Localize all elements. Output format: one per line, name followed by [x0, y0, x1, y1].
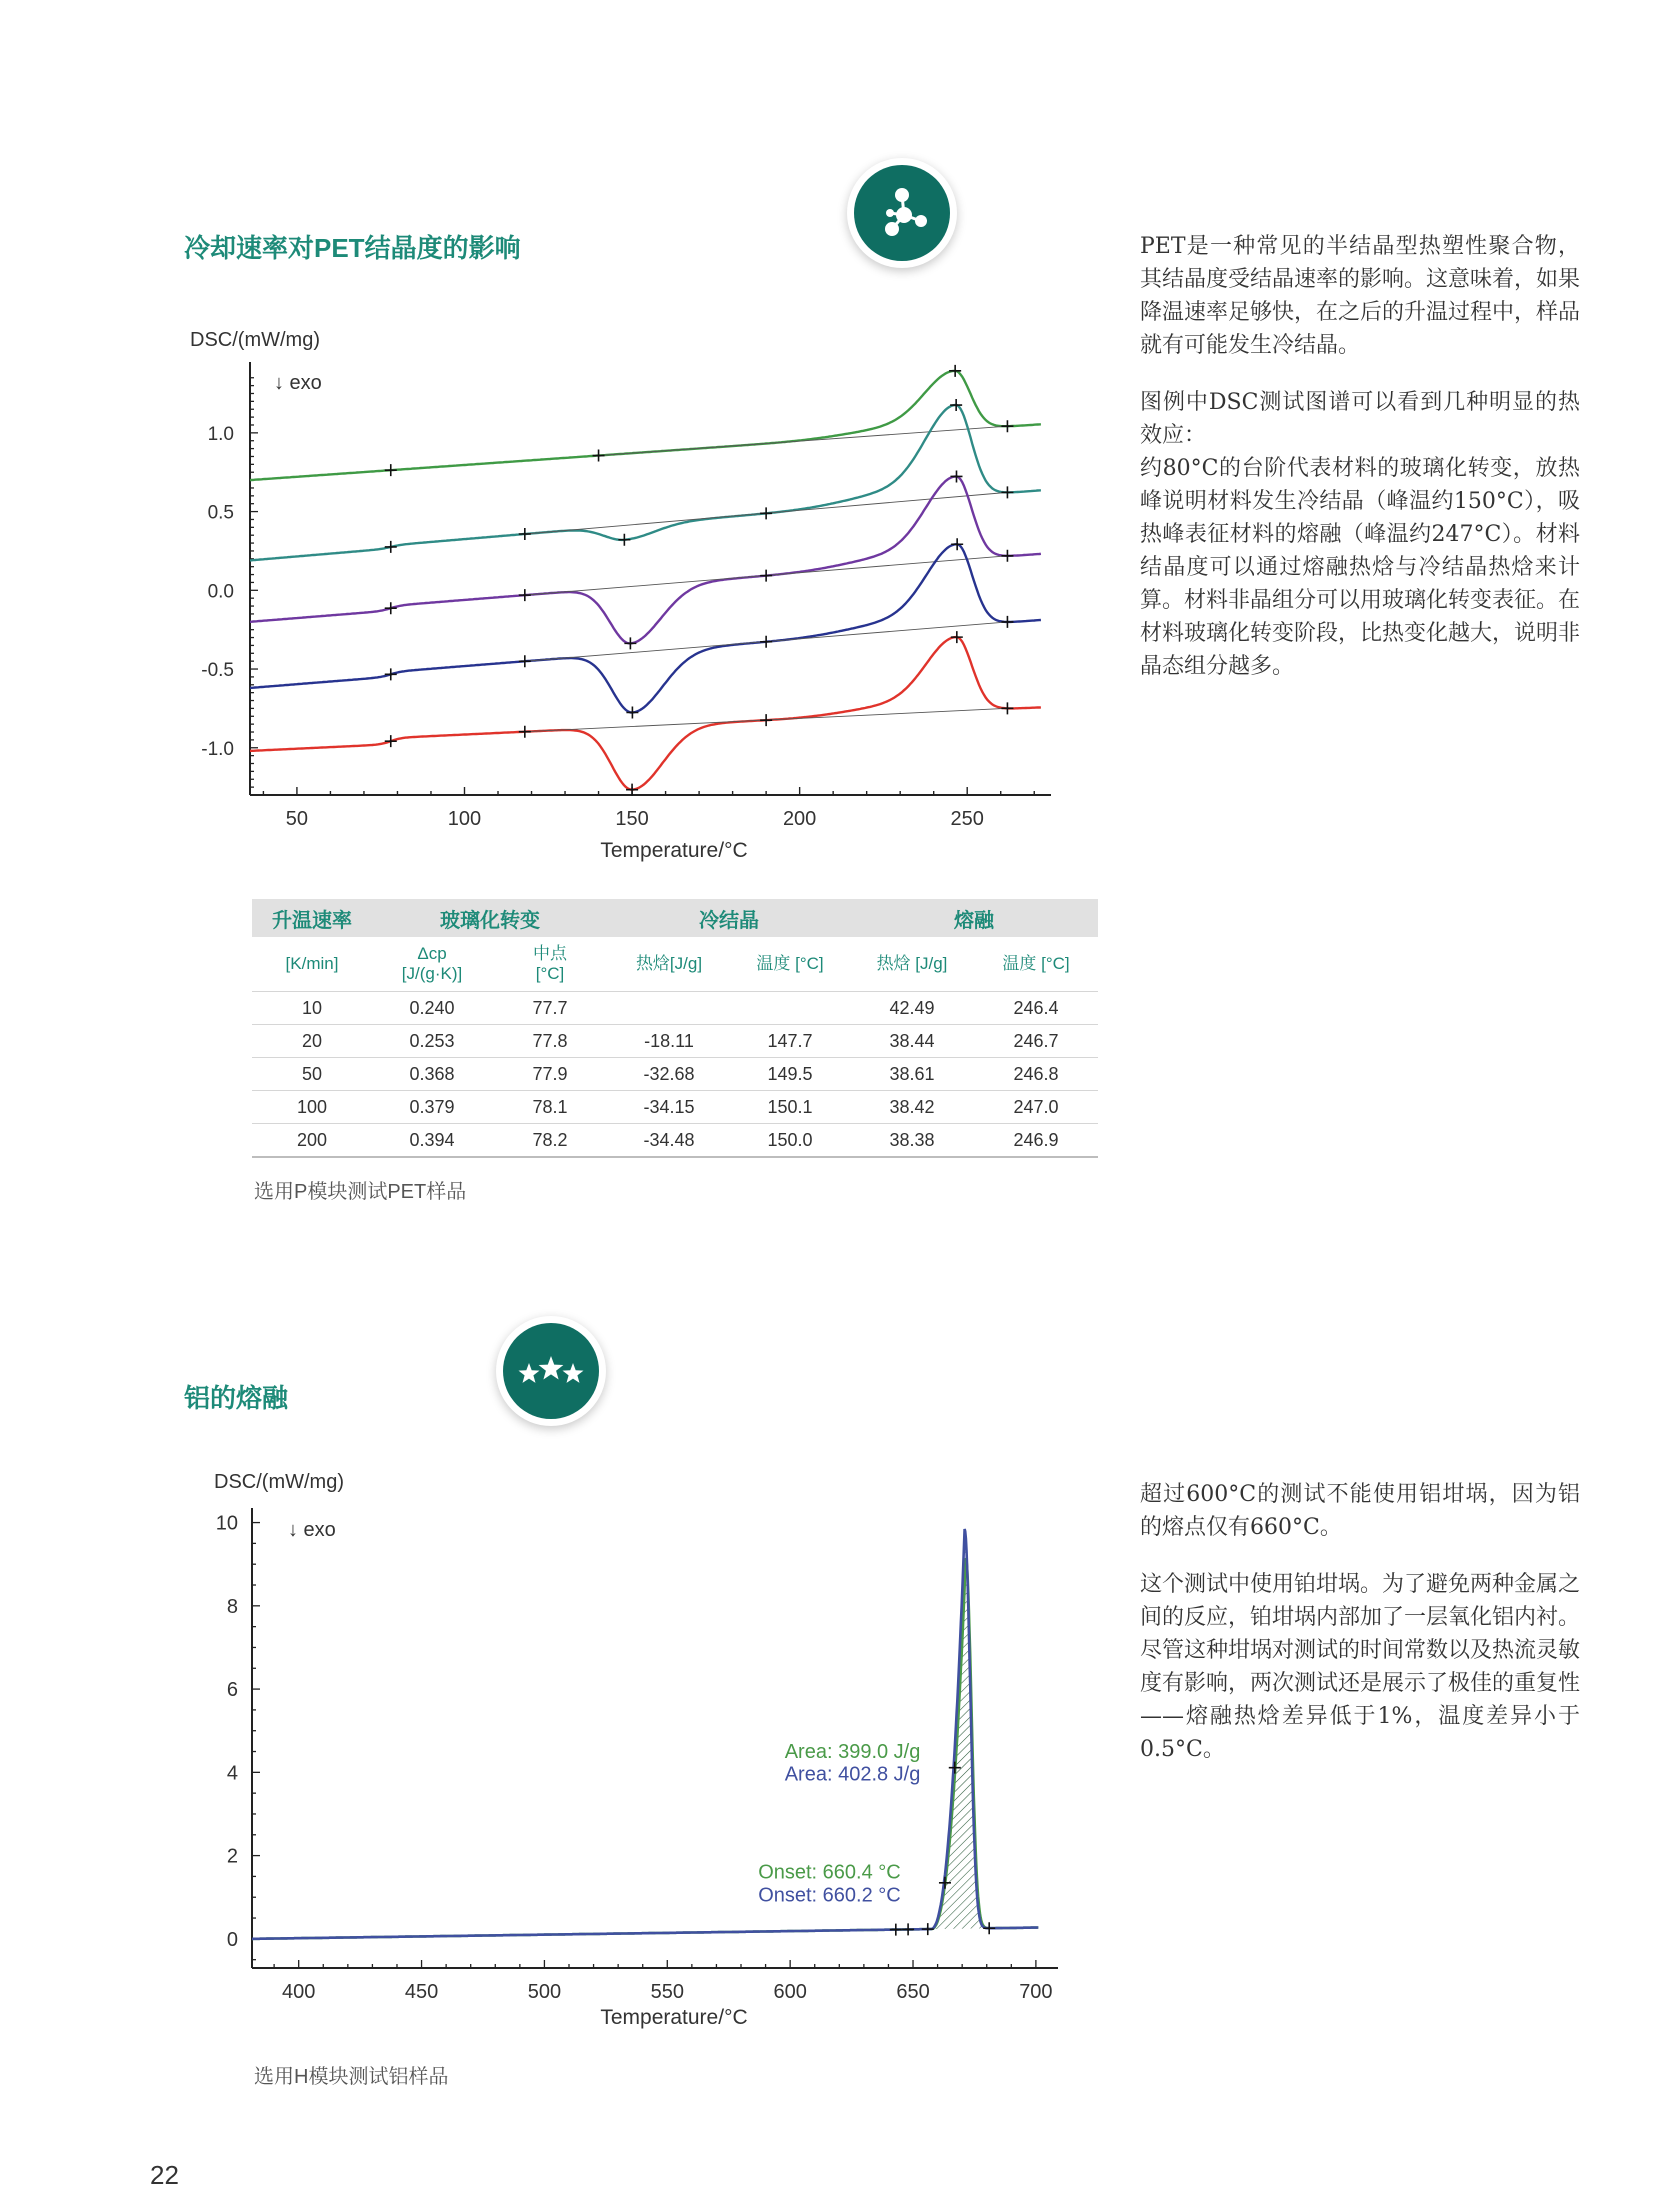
- pet-caption: 选用P模块测试PET样品: [254, 1181, 467, 1203]
- x-tick-label: 250: [950, 808, 984, 830]
- x-tick-label: 500: [527, 1981, 562, 2003]
- marker-cross: [922, 1923, 934, 1935]
- header-melting: 熔融: [850, 899, 1098, 937]
- exo-annotation: ↓ exo: [288, 1519, 336, 1541]
- marker-cross: [1001, 702, 1013, 714]
- cell: 147.7: [730, 1025, 850, 1058]
- cell: 38.44: [850, 1025, 974, 1058]
- marker-cross: [1001, 486, 1013, 498]
- y-tick-label: 8: [226, 1595, 238, 1618]
- pet-dsc-chart: [180, 320, 1080, 885]
- table-row: [252, 1058, 1098, 1091]
- marker-cross: [760, 636, 772, 648]
- cell: 77.9: [492, 1058, 608, 1091]
- table-sub-header-row: [252, 937, 1098, 992]
- x-axis-label: Temperature/°C: [600, 839, 748, 862]
- cell: 78.1: [492, 1091, 608, 1124]
- x-axis-label: Temperature/°C: [600, 2006, 748, 2029]
- exo-annotation: ↓ exo: [274, 372, 322, 394]
- cell: [608, 992, 730, 1025]
- onset-label-run1: Onset: 660.4 °C: [758, 1861, 901, 1884]
- cell: 77.8: [492, 1025, 608, 1058]
- table-group-header-row: [252, 899, 1098, 937]
- marker-cross: [890, 1924, 902, 1936]
- cell: 42.49: [850, 992, 974, 1025]
- marker-cross: [760, 507, 772, 519]
- marker-cross: [1001, 550, 1013, 562]
- marker-cross: [760, 570, 772, 582]
- y-tick-label: 1.0: [207, 423, 234, 445]
- aluminum-dsc-svg: [200, 1460, 1080, 2040]
- marker-cross: [385, 541, 397, 553]
- y-tick-label: -0.5: [201, 660, 234, 682]
- cell: 77.7: [492, 992, 608, 1025]
- page-number: 22: [150, 2160, 179, 2190]
- x-tick-label: 450: [404, 1981, 439, 2003]
- header-heating-rate: 升温速率: [252, 899, 372, 937]
- table-row: [252, 992, 1098, 1025]
- section-title-pet: 冷却速率对PET结晶度的影响: [184, 233, 521, 263]
- y-tick-label: 0.0: [207, 581, 234, 603]
- marker-cross: [385, 464, 397, 476]
- area-label-run1: Area: 399.0 J/g: [784, 1740, 921, 1763]
- aluminum-dsc-chart: [200, 1460, 1080, 2045]
- cell: 50: [252, 1058, 372, 1091]
- y-tick-label: 2: [226, 1845, 238, 1868]
- cold-cryst-peak-marker: [618, 534, 630, 546]
- marker-cross: [519, 726, 531, 738]
- marker-cross: [902, 1923, 914, 1935]
- pet-results-table-wrap: [252, 899, 1098, 1158]
- integrated-area: [930, 1529, 989, 1929]
- cell: 20: [252, 1025, 372, 1058]
- cell: 150.0: [730, 1124, 850, 1158]
- series-line-3: [250, 476, 1041, 643]
- x-tick-label: 550: [650, 1981, 684, 2003]
- marker-cross: [385, 735, 397, 747]
- subheader-rate-unit: [K/min]: [252, 937, 372, 992]
- series-line-4: [250, 544, 1041, 712]
- cell: -18.11: [608, 1025, 730, 1058]
- pet-paragraph-2: 图例中DSC测试图谱可以看到几种明显的热效应：: [1140, 390, 1580, 448]
- subheader-cc-enthalpy: 热焓[J/g]: [608, 937, 730, 992]
- subheader-dcp: Δcp [J/(g·K)]: [372, 937, 492, 992]
- cell: -34.15: [608, 1091, 730, 1124]
- series-line-1: [250, 371, 1041, 480]
- cell: 246.7: [974, 1025, 1098, 1058]
- cell: 100: [252, 1091, 372, 1124]
- pet-results-table: [252, 899, 1098, 1158]
- marker-cross: [1001, 616, 1013, 628]
- marker-cross: [983, 1922, 995, 1934]
- section-title-aluminum: 铝的熔融: [184, 1383, 289, 1413]
- al-series-line-2: [252, 1529, 1038, 1939]
- cell: [730, 992, 850, 1025]
- marker-cross: [760, 714, 772, 726]
- y-tick-label: 0.5: [207, 502, 234, 524]
- y-axis-label: DSC/(mW/mg): [214, 1471, 344, 1493]
- cell: 0.240: [372, 992, 492, 1025]
- table-row: [252, 1091, 1098, 1124]
- marker-cross: [519, 655, 531, 667]
- cell: 0.253: [372, 1025, 492, 1058]
- cell: 0.394: [372, 1124, 492, 1158]
- x-tick-label: 400: [282, 1981, 316, 2003]
- marker-cross: [385, 602, 397, 614]
- cell: 150.1: [730, 1091, 850, 1124]
- x-tick-label: 700: [1019, 1981, 1053, 2003]
- y-tick-label: -1.0: [201, 738, 234, 760]
- melt-peak-marker: [949, 365, 961, 377]
- pet-description: [1140, 230, 1580, 707]
- marker-cross: [519, 589, 531, 601]
- cold-cryst-peak-marker: [624, 637, 636, 649]
- subheader-midpoint: 中点 [°C]: [492, 937, 608, 992]
- integration-baseline: [599, 426, 1008, 455]
- cell: 38.61: [850, 1058, 974, 1091]
- cell: 200: [252, 1124, 372, 1158]
- pet-dsc-svg: [180, 320, 1080, 880]
- series-line-5: [250, 637, 1041, 790]
- three-stars-icon: [503, 1323, 599, 1419]
- cell: 78.2: [492, 1124, 608, 1158]
- cell: -34.48: [608, 1124, 730, 1158]
- pet-paragraph-3: 约80°C的台阶代表材料的玻璃化转变，放热峰说明材料发生冷结晶（峰温约150°C），吸热峰表征材料的熔融（峰温约247°C）。材料结晶度可以通过熔融热焓与冷结晶热焓来计算。材料非晶组分可以用玻璃化转变表征。在材料玻璃化转变阶段，比热变化越大，说明非晶态组分越多。: [1140, 456, 1581, 679]
- cold-cryst-peak-marker: [626, 784, 638, 796]
- marker-cross: [1001, 420, 1013, 432]
- molecule-badge: [854, 165, 950, 261]
- marker-cross: [519, 528, 531, 540]
- cell: 0.379: [372, 1091, 492, 1124]
- area-label-run2: Area: 402.8 J/g: [784, 1763, 921, 1786]
- header-cold-crystallization: 冷结晶: [608, 899, 850, 937]
- cell: 247.0: [974, 1091, 1098, 1124]
- molecule-icon: [854, 165, 950, 261]
- cell: 149.5: [730, 1058, 850, 1091]
- cold-cryst-peak-marker: [626, 706, 638, 718]
- cell: 10: [252, 992, 372, 1025]
- y-tick-label: 6: [226, 1679, 238, 1702]
- series-line-2: [250, 405, 1041, 560]
- y-tick-label: 4: [226, 1762, 238, 1785]
- header-glass-transition: 玻璃化转变: [372, 899, 608, 937]
- cell: 246.9: [974, 1124, 1098, 1158]
- cell: -32.68: [608, 1058, 730, 1091]
- onset-label-run2: Onset: 660.2 °C: [758, 1884, 901, 1907]
- y-tick-label: 10: [215, 1512, 238, 1535]
- x-tick-label: 200: [782, 808, 817, 830]
- cell: 246.8: [974, 1058, 1098, 1091]
- subheader-melt-enthalpy: 热焓 [J/g]: [850, 937, 974, 992]
- marker-cross: [385, 668, 397, 680]
- cell: 38.38: [850, 1124, 974, 1158]
- x-tick-label: 150: [615, 808, 649, 830]
- y-tick-label: 0: [226, 1928, 238, 1951]
- subheader-cc-temp: 温度 [°C]: [730, 937, 850, 992]
- pet-paragraph-1: PET是一种常见的半结晶型热塑性聚合物，其结晶度受结晶速率的影响。这意味着，如果降温速率足够快，在之后的升温过程中，样品就有可能发生冷结晶。: [1140, 234, 1581, 358]
- stars-badge: [503, 1323, 599, 1419]
- cell: 0.368: [372, 1058, 492, 1091]
- subheader-melt-temp: 温度 [°C]: [974, 937, 1098, 992]
- y-axis-label: DSC/(mW/mg): [190, 329, 320, 351]
- table-row: [252, 1124, 1098, 1158]
- x-tick-label: 650: [896, 1981, 930, 2003]
- aluminum-description: [1140, 1478, 1580, 1790]
- aluminum-caption: 选用H模块测试铝样品: [254, 2066, 449, 2088]
- cell: 38.42: [850, 1091, 974, 1124]
- x-tick-label: 50: [285, 808, 309, 830]
- marker-cross: [593, 450, 605, 462]
- al-paragraph-2: 这个测试中使用铂坩埚。为了避免两种金属之间的反应，铂坩埚内部加了一层氧化铝内衬。尽管这种坩埚对测试的时间常数以及热流灵敏度有影响，两次测试还是展示了极佳的重复性——熔融热焓差异低于1%，温度差异小于0.5°C。: [1140, 1572, 1581, 1762]
- cell: 246.4: [974, 992, 1098, 1025]
- x-tick-label: 100: [447, 808, 482, 830]
- table-row: [252, 1025, 1098, 1058]
- x-tick-label: 600: [773, 1981, 807, 2003]
- al-paragraph-1: 超过600°C的测试不能使用铝坩埚，因为铝的熔点仅有660°C。: [1140, 1482, 1580, 1540]
